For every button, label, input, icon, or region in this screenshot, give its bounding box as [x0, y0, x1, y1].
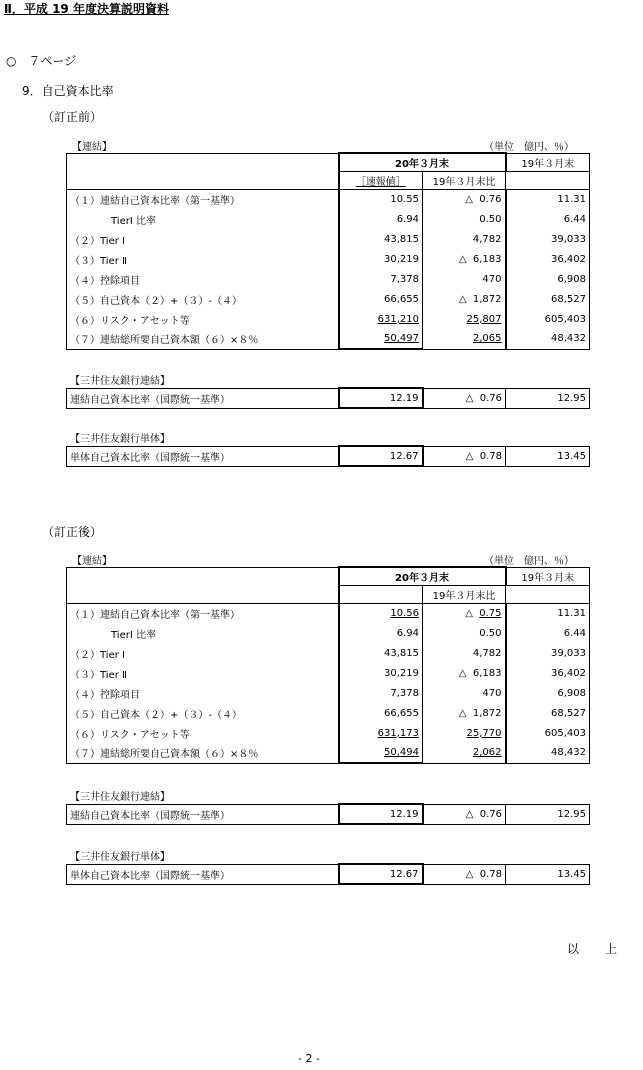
page-heading: Ⅱ．平成 19 年度決算説明資料 — [4, 2, 169, 16]
table-row — [67, 723, 590, 743]
value-change: 0.78 — [479, 868, 502, 880]
after-correction-label: （訂正後） — [42, 525, 103, 539]
negative-mark: △ — [465, 607, 473, 619]
row-label: （１）連結自己資本比率（第一基準） — [67, 603, 339, 623]
value-change: 25,770 — [466, 727, 502, 739]
row-label: （１）連結自己資本比率（第一基準） — [67, 189, 339, 209]
negative-mark: △ — [465, 868, 474, 880]
value-change: 0.50 — [479, 627, 502, 639]
negative-mark: △ — [458, 293, 467, 305]
page-number: - 2 - — [298, 1052, 320, 1065]
table-row — [67, 683, 590, 703]
value-fy19: 48,432 — [506, 329, 590, 349]
page-reference: ○ ７ページ — [6, 54, 77, 68]
negative-mark: △ — [465, 193, 473, 205]
negative-mark: △ — [458, 707, 467, 719]
value-change: 4,782 — [472, 233, 502, 245]
table-row — [67, 743, 590, 763]
value-fy19: 68,527 — [506, 703, 590, 723]
table-row — [67, 289, 590, 309]
closing-mark: 以上 — [567, 942, 643, 956]
value-fy19: 68,527 — [506, 289, 590, 309]
consolidated-label: 【連結】 — [72, 556, 112, 567]
col-header-fy20: 20年３月末 — [339, 567, 506, 585]
value-fy20: 30,219 — [384, 253, 419, 265]
value-change: 2,065 — [472, 333, 502, 345]
smbc-single-label: 【三井住友銀行単体】 — [70, 434, 170, 445]
row-label: （７）連結総所要自己資本額（６）×８％ — [67, 329, 339, 349]
consolidated-label: 【連結】 — [72, 142, 112, 153]
row-label: （２）Tier Ⅰ — [67, 229, 339, 249]
value-fy19: 6,908 — [506, 269, 590, 289]
value-fy20: 12.67 — [339, 446, 423, 466]
value-change: 0.76 — [479, 392, 502, 404]
value-fy20: 631,210 — [377, 313, 419, 325]
value-fy19: 6,908 — [506, 683, 590, 703]
table-row — [67, 329, 590, 349]
col-header-change: 19年３月末比 — [423, 171, 506, 189]
table-row — [67, 269, 590, 289]
value-fy19: 12.95 — [506, 388, 590, 408]
row-label: （７）連結総所要自己資本額（６）×８％ — [67, 743, 339, 763]
table-row — [67, 603, 590, 623]
negative-mark: △ — [458, 253, 467, 265]
table-row — [67, 623, 590, 643]
table-row — [67, 249, 590, 269]
value-fy19: 12.95 — [506, 804, 590, 824]
value-change: 470 — [482, 687, 502, 699]
value-fy20: 50,497 — [384, 333, 419, 344]
negative-mark: △ — [458, 667, 467, 679]
negative-mark: △ — [465, 392, 474, 404]
value-fy20: 10.56 — [390, 607, 419, 619]
before-correction-label: （訂正前） — [42, 110, 103, 124]
col-header-change: 19年３月末比 — [423, 585, 506, 603]
value-fy19: 6.44 — [506, 623, 590, 643]
value-fy19: 6.44 — [506, 209, 590, 229]
after-smbc-consolidated-table — [66, 803, 590, 825]
row-label: （３）Tier Ⅱ — [67, 663, 339, 683]
row-label: 単体自己資本比率（国際統一基準） — [67, 864, 339, 884]
value-fy19: 36,402 — [506, 249, 590, 269]
unit-label: （単位 億円、％） — [484, 142, 574, 153]
value-fy20: 66,655 — [384, 293, 419, 305]
value-fy20: 7,378 — [390, 687, 419, 699]
value-change: 470 — [482, 273, 502, 285]
value-fy19: 13.45 — [506, 446, 590, 466]
row-label: （４）控除項目 — [67, 269, 339, 289]
row-label: （５）自己資本（２）+（３）-（４） — [67, 289, 339, 309]
value-fy19: 605,403 — [506, 723, 590, 743]
value-fy19: 11.31 — [506, 189, 590, 209]
col-header-fy19: 19年３月末 — [506, 153, 590, 171]
value-change: 0.50 — [479, 213, 502, 225]
row-label: （４）控除項目 — [67, 683, 339, 703]
row-label: TierⅠ 比率 — [67, 209, 339, 229]
value-fy20: 50,494 — [384, 747, 419, 758]
row-label: （３）Tier Ⅱ — [67, 249, 339, 269]
value-fy20: 30,219 — [384, 667, 419, 679]
value-fy19: 48,432 — [506, 743, 590, 763]
value-fy19: 36,402 — [506, 663, 590, 683]
value-change: 25,807 — [466, 313, 502, 325]
col-header-preliminary: ［速報値］ — [355, 176, 406, 188]
value-change: 4,782 — [472, 647, 502, 659]
row-label: TierⅠ 比率 — [67, 623, 339, 643]
table-row — [67, 643, 590, 663]
value-fy20: 12.19 — [339, 388, 423, 408]
row-label: （２）Tier Ⅰ — [67, 643, 339, 663]
value-fy19: 605,403 — [506, 309, 590, 329]
value-fy20: 43,815 — [384, 647, 419, 659]
table-row — [67, 663, 590, 683]
value-fy20: 12.19 — [339, 804, 423, 824]
table-row — [67, 703, 590, 723]
value-change: 0.78 — [479, 450, 502, 462]
row-label: （５）自己資本（２）+（３）-（４） — [67, 703, 339, 723]
smbc-consolidated-label: 【三井住友銀行連結】 — [70, 792, 170, 803]
row-label: （６）リスク・アセット等 — [67, 309, 339, 329]
value-fy19: 39,033 — [506, 229, 590, 249]
value-fy20: 43,815 — [384, 233, 419, 245]
row-label: 単体自己資本比率（国際統一基準） — [67, 446, 339, 466]
row-label: 連結自己資本比率（国際統一基準） — [67, 388, 339, 408]
col-header-fy20: 20年３月末 — [339, 153, 506, 171]
row-label: 連結自己資本比率（国際統一基準） — [67, 804, 339, 824]
table-row — [67, 309, 590, 329]
value-fy20: 12.67 — [339, 864, 423, 884]
after-smbc-single-table — [66, 863, 590, 885]
value-change: 2,062 — [472, 747, 502, 759]
value-change: 0.75 — [479, 607, 502, 619]
value-change: 1,872 — [472, 707, 502, 719]
value-fy19: 39,033 — [506, 643, 590, 663]
table-row — [67, 229, 590, 249]
value-fy20: 6.94 — [396, 627, 419, 639]
value-change: 6,183 — [472, 253, 502, 265]
negative-mark: △ — [465, 450, 474, 462]
after-main-table — [66, 566, 590, 764]
table-row — [67, 209, 590, 229]
before-smbc-consolidated-table — [66, 387, 590, 409]
value-fy19: 13.45 — [506, 864, 590, 884]
value-change: 1,872 — [472, 293, 502, 305]
value-fy20: 6.94 — [396, 213, 419, 225]
table-row — [67, 189, 590, 209]
before-main-table — [66, 152, 590, 350]
col-header-fy19: 19年３月末 — [506, 567, 590, 585]
value-fy20: 66,655 — [384, 707, 419, 719]
negative-mark: △ — [465, 808, 474, 820]
row-label: （６）リスク・アセット等 — [67, 723, 339, 743]
value-change: 0.76 — [479, 193, 502, 205]
value-fy20: 10.55 — [390, 193, 419, 205]
smbc-single-label: 【三井住友銀行単体】 — [70, 852, 170, 863]
value-fy20: 631,173 — [377, 727, 419, 739]
smbc-consolidated-label: 【三井住友銀行連結】 — [70, 376, 170, 387]
unit-label: （単位 億円、％） — [484, 556, 574, 567]
before-smbc-single-table — [66, 445, 590, 467]
section-title: 9．自己資本比率 — [22, 84, 114, 98]
value-change: 6,183 — [472, 667, 502, 679]
value-fy19: 11.31 — [506, 603, 590, 623]
value-change: 0.76 — [479, 808, 502, 820]
value-fy20: 7,378 — [390, 273, 419, 285]
